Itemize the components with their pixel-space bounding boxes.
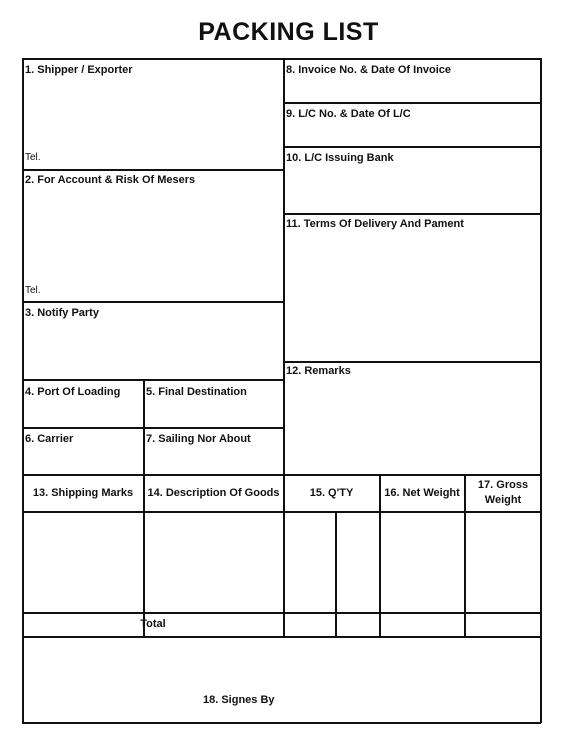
carrier-label: 6. Carrier [25, 433, 74, 445]
gross-weight-header: 17. Gross Weight [477, 479, 529, 506]
remarks-label: 12. Remarks [286, 365, 351, 377]
account-label: 2. For Account & Risk Of Mesers [25, 174, 196, 186]
invoice-label: 8. Invoice No. & Date Of Invoice [286, 64, 452, 76]
lc-bank-label: 10. L/C Issuing Bank [286, 152, 394, 164]
net-weight-header: 16. Net Weight [384, 486, 460, 499]
page-title: PACKING LIST [198, 18, 379, 46]
port-of-loading-label: 4. Port Of Loading [25, 386, 121, 398]
shipper-tel-label: Tel. [25, 152, 41, 163]
signed-by-label: 18. Signes By [203, 694, 275, 706]
total-label: Total [140, 618, 166, 630]
account-tel-label: Tel. [25, 285, 41, 296]
lc-label: 9. L/C No. & Date Of L/C [286, 108, 411, 120]
description-header: 14. Description Of Goods [147, 486, 280, 499]
notify-party-label: 3. Notify Party [25, 307, 99, 319]
shipping-marks-header: 13. Shipping Marks [32, 486, 134, 499]
final-destination-label: 5. Final Destination [146, 386, 247, 398]
qty-header: 15. Q'TY [309, 486, 354, 499]
sailing-label: 7. Sailing Nor About [146, 433, 251, 445]
shipper-label: 1. Shipper / Exporter [25, 64, 133, 76]
terms-label: 11. Terms Of Delivery And Pament [286, 218, 464, 230]
